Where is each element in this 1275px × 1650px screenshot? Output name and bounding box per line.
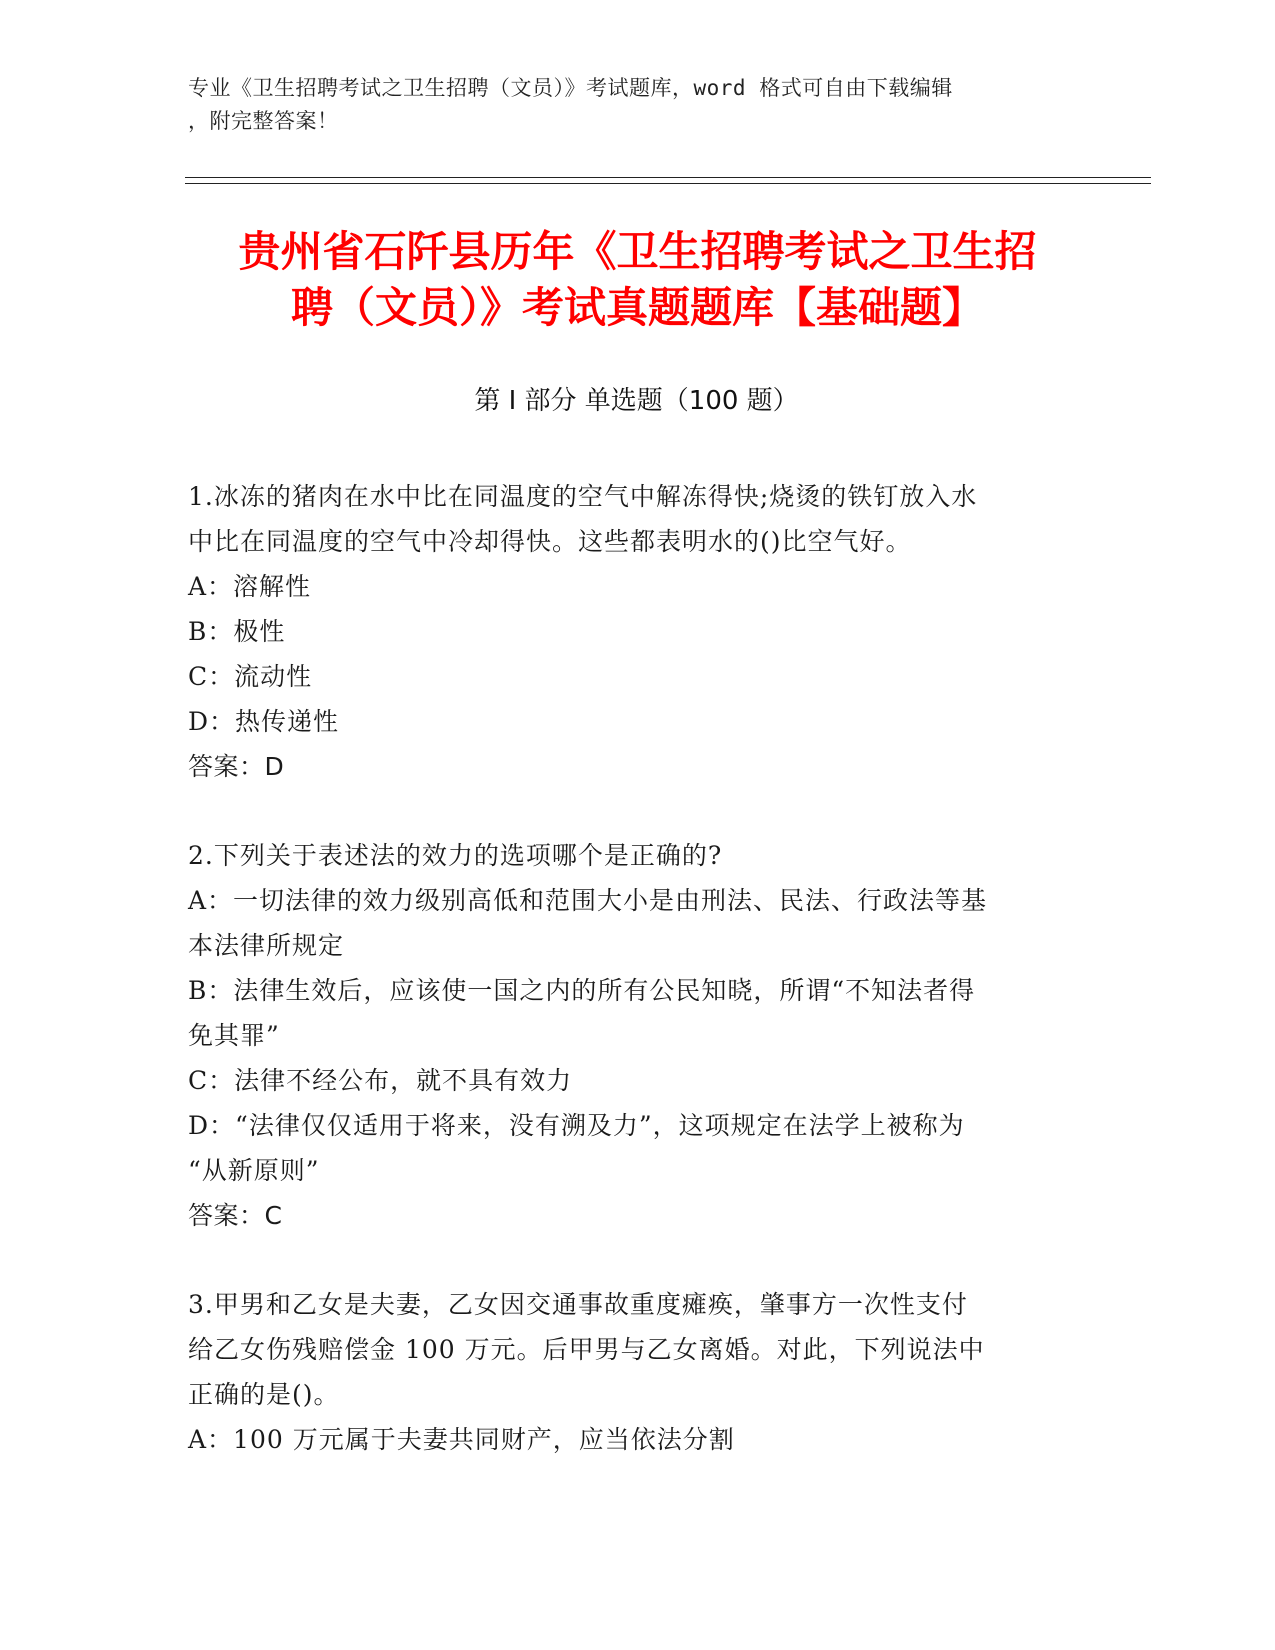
question-option-line: 免其罪” <box>188 1021 280 1050</box>
header-note-line-2: ，附完整答案！ <box>188 109 339 133</box>
question-option-line: A：100 万元属于夫妻共同财产，应当依法分割 <box>188 1425 735 1454</box>
question-option-line: “从新原则” <box>188 1156 320 1185</box>
question-option-line: D：热传递性 <box>188 707 340 736</box>
header-note <box>188 72 1068 138</box>
question-option-line: A：溶解性 <box>188 572 312 601</box>
question-option-line: D：“法律仅仅适用于将来，没有溯及力”，这项规定在法学上被称为 <box>188 1111 965 1140</box>
question-answer: 答案：C <box>188 1201 283 1230</box>
question-option-line: B：法律生效后，应该使一国之内的所有公民知晓，所谓“不知法者得 <box>188 976 976 1005</box>
question-stem-line: 给乙女伤残赔偿金 100 万元。后甲男与乙女离婚。对此，下列说法中 <box>188 1335 985 1364</box>
question-option-line: A：一切法律的效力级别高低和范围大小是由刑法、民法、行政法等基 <box>188 886 988 915</box>
page-title-line-2: 聘（文员）》考试真题题库【基础题】 <box>290 283 984 332</box>
question-answer: 答案：D <box>188 752 285 781</box>
question-option-line: 本法律所规定 <box>188 931 345 960</box>
question-item <box>188 474 1068 789</box>
page-title <box>160 224 1115 336</box>
header-divider-top <box>185 177 1151 178</box>
question-stem-line: 1.冰冻的猪肉在水中比在同温度的空气中解冻得快;烧烫的铁钉放入水 <box>188 482 978 511</box>
question-option-line: B：极性 <box>188 617 286 646</box>
header-divider-bottom <box>185 183 1151 184</box>
page-title-line-1: 贵州省石阡县历年《卫生招聘考试之卫生招 <box>238 227 1037 276</box>
header-note-line-1: 专业《卫生招聘考试之卫生招聘（文员）》考试题库，word 格式可自由下载编辑 <box>188 76 953 100</box>
question-stem-line: 中比在同温度的空气中冷却得快。这些都表明水的()比空气好。 <box>188 527 912 556</box>
question-item <box>188 1282 1068 1462</box>
question-stem-line: 正确的是()。 <box>188 1380 340 1409</box>
question-stem-line: 3.甲男和乙女是夫妻，乙女因交通事故重度瘫痪，肇事方一次性支付 <box>188 1290 968 1319</box>
question-list <box>188 474 1068 1506</box>
section-title: 第 I 部分 单选题（100 题） <box>474 386 799 416</box>
question-option-line: C：法律不经公布，就不具有效力 <box>188 1066 573 1095</box>
question-item <box>188 833 1068 1238</box>
question-stem-line: 2.下列关于表述法的效力的选项哪个是正确的? <box>188 841 723 870</box>
question-option-line: C：流动性 <box>188 662 313 691</box>
